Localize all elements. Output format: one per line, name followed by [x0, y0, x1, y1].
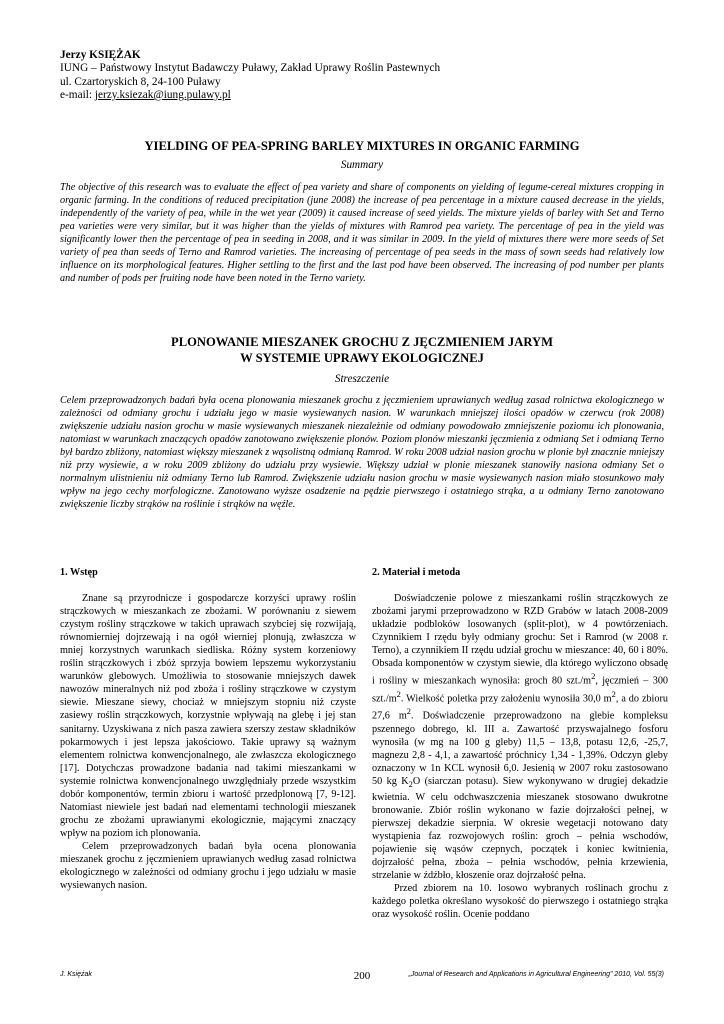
polish-summary-label: Streszczenie: [334, 373, 390, 385]
author-block: [60, 49, 440, 102]
polish-title-line1: PLONOWANIE MIESZANEK GROCHU Z JĘCZMIENIEM JARYM: [171, 335, 553, 349]
author-name: Jerzy KSIĘŻAK: [60, 49, 141, 61]
section2-paragraph-2: Przed zbiorem na 10. losowo wybranych roślinach grochu z każdego poletka określano wysokość do pierwszego i ostatniego strąka oraz wysokość roślin. Ocenie poddano: [372, 883, 668, 921]
section1-heading: 1. Wstęp: [60, 567, 98, 578]
english-summary-text: The objective of this research was to evaluate the effect of pea variety and share of components on yielding of legume-cereal mixtures cropping in organic farming. In the conditions of reduced precipitation (june 2008) the increase of pea percentage in a mixture caused decrease in the yields, independently of the variety of pea, while in the wet year (2009) it caused increase of seed yields. The mixture yields of barley with Set and Terno pea varieties were very similar, but it was higher than the yields of mixtures with Ramrod pea variety. The percentage of pea in the yield was significantly lower then the percentage of pea in seeding in 2008, and it was similar in 2009. In the yield of mixtures there were more seeds of Set variety of pea than seeds of Terno and Ramrod varieties. The increasing of percentage of pea seeds in the mass of sown seeds had relatively low influence on its morphological features. Higher settling to the first and the last pod have been observed. The increasing of pod number per plants and number of pods per fruiting node have been noted in the Terno variety.: [60, 182, 664, 285]
author-email-line: [60, 89, 440, 102]
left-column: [60, 566, 356, 892]
page-number: 200: [353, 970, 371, 982]
english-title: YIELDING OF PEA-SPRING BARLEY MIXTURES IN ORGANIC FARMING: [144, 139, 580, 153]
section1-paragraph-1: Znane są przyrodnicze i gospodarcze korzyści uprawy roślin strączkowych w mieszankach ze zbożami. W porównaniu z siewem czystym rośliny strączkowe w takich uprawach szybciej się rozwijają, równomierniej dojrzewają i na ogół wierniej plonują, zwłaszcza w mniej korzystnych warunkach siedliska. Różny system korzeniowy roślin strączkowych i zbóż sprzyja bowiem lepszemu wykorzystaniu warunków glebowych. Umożliwia to stosowanie mniejszych dawek nawozów mineralnych niż pod zboża i rośliny strączkowe w czystym siewie. Mieszane siewy, chociaż w mniejszym stopniu niż czyste zasiewy roślin strączkowych, korzystnie wpływają na glebę i jej stan sanitarny. Uzyskiwana z nich pasza zawiera szerszy zestaw składników pokarmowych i jest lepsza jakościowo. Takie uprawy są ważnym elementem rolnictwa konwencjonalnego, ale zwłaszcza ekologicznego [17]. Dotychczas prowadzone badania nad takimi mieszankami w systemie rolnictwa konwencjonalnego uwzględniały przede wszystkim dobór komponentów, termin zbioru i wartość przedplonową [7, 9-12]. Natomiast niewiele jest badań nad elementami technologii mieszanek grochu ze zbożami uprawianymi ekologicznie, mającymi znaczący wpływ na poziom ich plonowania.: [60, 593, 356, 839]
polish-summary-text: Celem przeprowadzonych badań była ocena plonowania mieszanek grochu z jęczmieniem uprawianych według zasad rolnictwa ekologicznego w zależności od odmiany grochu i udziału jego w masie wysiewanych nasion. W warunkach mniejszej ilości opadów w czerwcu (rok 2008) zwiększenie udziału nasion grochu w masie wysiewanych mieszanek niezależnie od odmiany powodowało zmniejszenie poziomu ich plonowania, natomiast w warunkach znaczących opadów zanotowano zwiększenie plonów. Poziom plonów mieszanki jęczmienia z odmianą Set i odmianą Terno był bardzo zbliżony, natomiast większy mieszanek z wąsolistną odmianą Ramrod. W roku 2008 udział nasion grochu w plonie był znacznie mniejszy niż przy wysiewie, a w roku 2009 zbliżony do udziału przy wysiewie. Większy udział w plonie mieszanek stanowiły nasiona odmiany Set o normalnym ulistnieniu niż odmiany Terno lub Ramrod. Zwiększenie udziału nasion grochu w masie wysiewanych nasion miało stosunkowo mały wpływ na jego cechy morfologiczne. Zanotowano wyższe osadzenie na pędzie pierwszego i ostatniego strąka, a u odmiany Terno zanotowano zwiększenie liczby strąków na roślinie i strąków na węźle.: [60, 395, 664, 511]
footer-author: J. Księżak: [60, 971, 92, 978]
english-summary-label: Summary: [340, 159, 384, 171]
author-email-label: e-mail:: [60, 88, 95, 101]
author-address: ul. Czartoryskich 8, 24-100 Puławy: [60, 75, 221, 88]
section2-paragraph-1: Doświadczenie polowe z mieszankami roślin strączkowych ze zbożami jarymi przeprowadzono w RZD Grabów w latach 2008-2009 układzie podbloków losowanych (split-plot), w 4 powtórzeniach. Czynnikiem I rzędu były odmiany grochu: Set i Ramrod (w 2008 r. Terno), a czynnikiem II rzędu udział grochu w mieszance: 40, 60 i 80%. Obsada komponentów w czystym siewie, dla którego wyliczono obsadę i rośliny w mieszankach wynosiła: groch 80 $szt./m^2$, jęczmień – 300 $szt./m^2$. Wielkość poletka przy założeniu wynosiła 30,0 $m^2$, a do zbioru 27,6 $m^2$. Doświadczenie przeprowadzono na glebie kompleksu pszennego dobrego, kl. III a. Zawartość przyswajalnego fosforu wynosiła (w mg na 100 g gleby) 11,5 – 13,8, potasu 12,6, -25,7, magnezu 2,8 - 4,1, a zawartość próchnicy 1,34 - 1,39%. Odczyn gleby oznaczony w 1n KCL wynosił 6,0. Jesienią w 2007 roku zastosowano 50 kg $K_2O$ (siarczan potasu). Siew wykonywano w drugiej dekadzie kwietnia. W celu odchwaszczenia mieszanek stosowano dwukrotne bronowanie. Zbiór roślin wykonano w fazie dojrzałości pełnej, w pierwszej dekadzie sierpnia. W okresie wegetacji notowano daty wystąpienia faz rozwojowych roślin: groch – pełnia wschodów, pojawienie się wąsów czepnych, początek i koniec kwitnienia, dojrzałość pełna, zboża – pełnia wschodów, pełnia krzewienia, strzelanie w źdźbło, kłoszenie oraz dojrzałość pełna.: [372, 593, 669, 882]
section2-heading: 2. Materiał i metoda: [372, 567, 461, 578]
right-column: [372, 566, 668, 921]
author-affiliation: IUNG – Państwowy Instytut Badawczy Puławy, Zakład Uprawy Roślin Pastewnych: [60, 62, 441, 75]
polish-title-line2: W SYSTEMIE UPRAWY EKOLOGICZNEJ: [240, 351, 484, 365]
section1-paragraph-2: Celem przeprowadzonych badań była ocena plonowania mieszanek grochu z jęczmieniem uprawianych według zasad rolnictwa ekologicznego w zależności od odmiany grochu i jego udziału w masie wysiewanych nasion.: [60, 840, 356, 892]
author-email-link[interactable]: jerzy.ksiezak@iung.pulawy.pl: [94, 88, 231, 101]
footer-journal: „Journal of Research and Applications in Agricultural Engineering" 2010, Vol. 55(3): [408, 971, 664, 978]
